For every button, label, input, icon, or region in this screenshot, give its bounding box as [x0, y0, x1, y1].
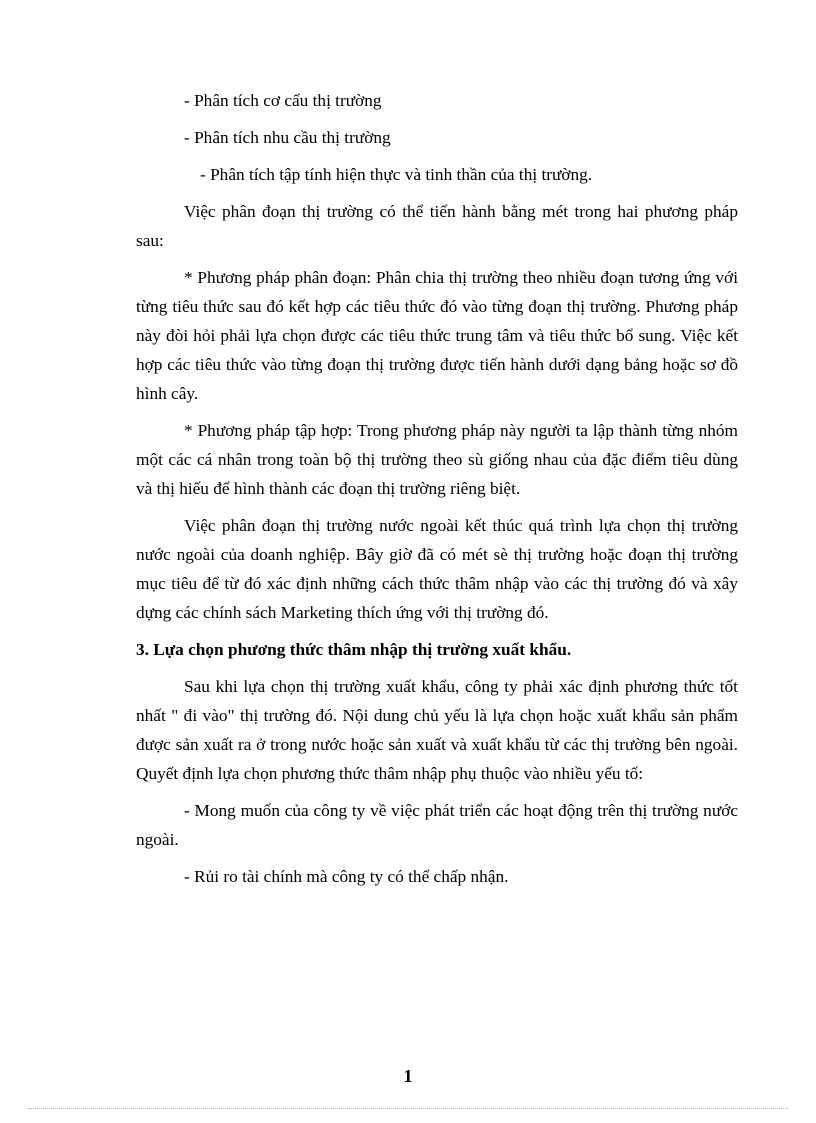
bullet-market-structure: - Phân tích cơ cấu thị trường — [184, 91, 382, 110]
bullet-market-demand: - Phân tích nhu cầu thị trường — [184, 128, 391, 147]
paragraph-financial-risk: - Rủi ro tài chính mà công ty có thể chấp nhận. — [184, 867, 509, 886]
paragraph-entry-method: Sau khi lựa chọn thị trường xuất khẩu, công ty phải xác định phương thức tốt nhất " đi vào" thị trường đó. Nội dung chủ yếu là lựa chọn hoặc xuất khẩu sản phẩm được sản xuất ra ở trong nước hoặc sản xuất và xuất khẩu từ các thị trường bên ngoài. Quyết định lựa chọn phương thức thâm nhập phụ thuộc vào nhiều yếu tố: — [136, 677, 738, 783]
paragraph-segmentation-method: * Phương pháp phân đoạn: Phân chia thị trường theo nhiều đoạn tương ứng với từng tiêu thức sau đó kết hợp các tiêu thức đó vào từng đoạn thị trường. Phương pháp này đòi hỏi phải lựa chọn được các tiêu thức trung tâm và tiêu thức bổ sung. Việc kết hợp các tiêu thức vào từng đoạn thị trường được tiến hành dưới dạng bảng hoặc sơ đồ hình cây. — [136, 268, 738, 403]
footer-divider — [28, 1108, 788, 1109]
bullet-market-behavior: - Phân tích tập tính hiện thực và tinh thần của thị trường. — [200, 165, 593, 184]
section-heading: 3. Lựa chọn phương thức thâm nhập thị trường xuất khẩu. — [136, 640, 572, 659]
paragraph-company-wish: - Mong muốn của công ty về việc phát triển các hoạt động trên thị trường nước ngoài. — [136, 801, 738, 849]
page-number: 1 — [403, 1066, 413, 1086]
paragraph-foreign-segmentation: Việc phân đoạn thị trường nước ngoài kết thúc quá trình lựa chọn thị trường nước ngoài của doanh nghiệp. Bây giờ đã có mét sè thị trường hoặc đoạn thị trường mục tiêu để từ đó xác định những cách thức thâm nhập vào các thị trường đó và xây dựng các chính sách Marketing thích ứng với thị trường đó. — [136, 516, 738, 622]
document-body — [136, 86, 738, 899]
paragraph-segmentation-methods: Việc phân đoạn thị trường có thể tiến hành bằng mét trong hai phương pháp sau: — [136, 202, 738, 250]
paragraph-aggregation-method: * Phương pháp tập hợp: Trong phương pháp này người ta lập thành từng nhóm một các cá nhân trong toàn bộ thị trường theo sù giống nhau của đặc điểm tiêu dùng và thị hiếu để hình thành các đoạn thị trường riêng biệt. — [136, 421, 738, 498]
